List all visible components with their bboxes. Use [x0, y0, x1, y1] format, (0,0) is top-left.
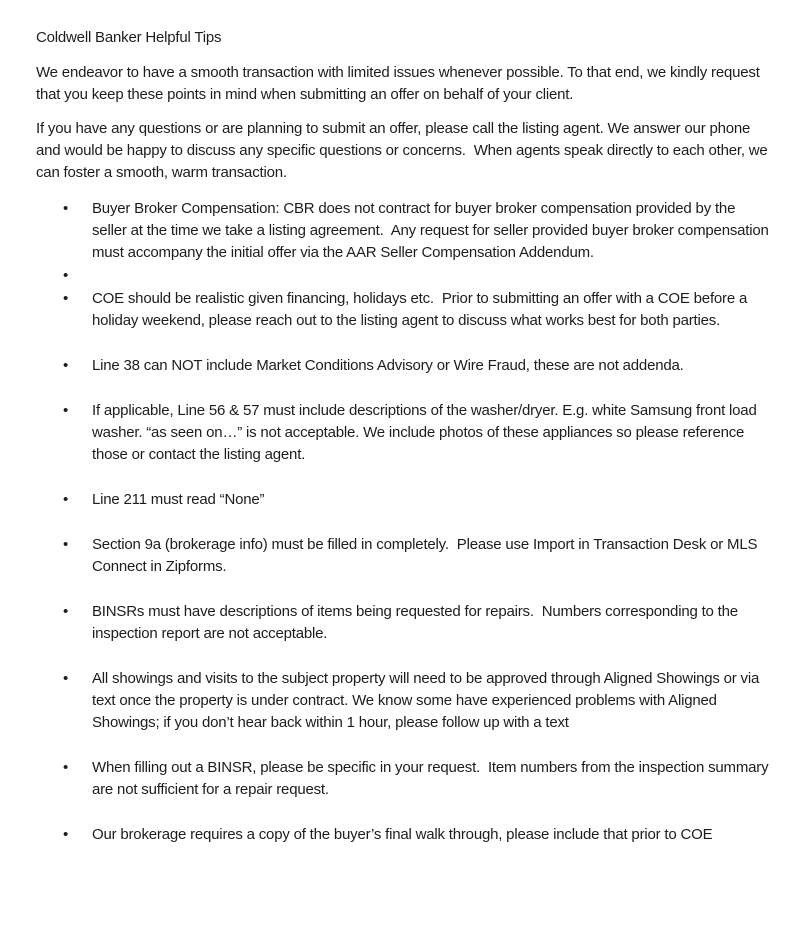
bullet-icon: • — [63, 826, 69, 843]
list-item-text: Section 9a (brokerage info) must be filled in completely. Please use Import in Transaction Desk or MLS Connect in Zipforms. — [92, 536, 762, 575]
list-item — [63, 198, 773, 264]
bullet-icon: • — [63, 491, 69, 508]
list-item — [63, 355, 769, 377]
list-item-text: When filling out a BINSR, please be specific in your request. Item numbers from the inspection summary are not sufficient for a repair request. — [92, 759, 773, 798]
bullet-icon: • — [63, 267, 69, 284]
tips-list — [36, 198, 773, 846]
list-item — [63, 824, 769, 846]
bullet-icon: • — [63, 357, 69, 374]
list-item-text: If applicable, Line 56 & 57 must include descriptions of the washer/dryer. E.g. white Samsung front load washer. “as seen on…” is not acceptable. We include photos of these appliances so please reference those or contact the listing agent. — [92, 402, 761, 463]
list-item-text: Buyer Broker Compensation: CBR does not contract for buyer broker compensation provided by the seller at the time we take a listing agreement. Any request for seller provided buyer broker compensation must accompany the initial offer via the AAR Seller Compensation Addendum. — [92, 200, 773, 261]
list-item-text: All showings and visits to the subject property will need to be approved through Aligned Showings or via text once the property is under contract. We know some have experienced problems with Aligned Showings; if you don’t hear back within 1 hour, please follow up with a text — [92, 670, 764, 731]
list-item — [63, 757, 773, 801]
bullet-icon: • — [63, 402, 69, 419]
bullet-icon: • — [63, 670, 69, 687]
list-item-text: Line 38 can NOT include Market Conditions Advisory or Wire Fraud, these are not addenda. — [92, 357, 684, 374]
page-title: Coldwell Banker Helpful Tips — [36, 29, 222, 46]
intro-paragraph-2: If you have any questions or are planning to submit an offer, please call the listing agent. We answer our phone and would be happy to discuss any specific questions or concerns. When agents speak directly to each other, we can foster a smooth, warm transaction. — [36, 120, 772, 181]
bullet-icon: • — [63, 290, 69, 307]
list-item-text: COE should be realistic given financing, holidays etc. Prior to submitting an offer with a COE before a holiday weekend, please reach out to the listing agent to discuss what works best for both parties. — [92, 290, 752, 329]
list-item-text: BINSRs must have descriptions of items being requested for repairs. Numbers corresponding to the inspection report are not acceptable. — [92, 603, 742, 642]
list-item — [63, 668, 769, 734]
list-item — [63, 534, 769, 578]
bullet-icon: • — [63, 759, 69, 776]
list-item — [63, 400, 769, 466]
list-item — [63, 288, 769, 332]
list-item-empty — [63, 265, 769, 287]
list-item — [63, 601, 769, 645]
list-item-text: Our brokerage requires a copy of the buyer’s final walk through, please include that prior to COE — [92, 826, 713, 843]
bullet-icon: • — [63, 603, 69, 620]
list-item — [63, 489, 769, 511]
bullet-icon: • — [63, 200, 69, 217]
bullet-icon: • — [63, 536, 69, 553]
list-item-text: Line 211 must read “None” — [92, 491, 265, 508]
intro-paragraph-1: We endeavor to have a smooth transaction with limited issues whenever possible. To that end, we kindly request that you keep these points in mind when submitting an offer on behalf of your client. — [36, 64, 764, 103]
